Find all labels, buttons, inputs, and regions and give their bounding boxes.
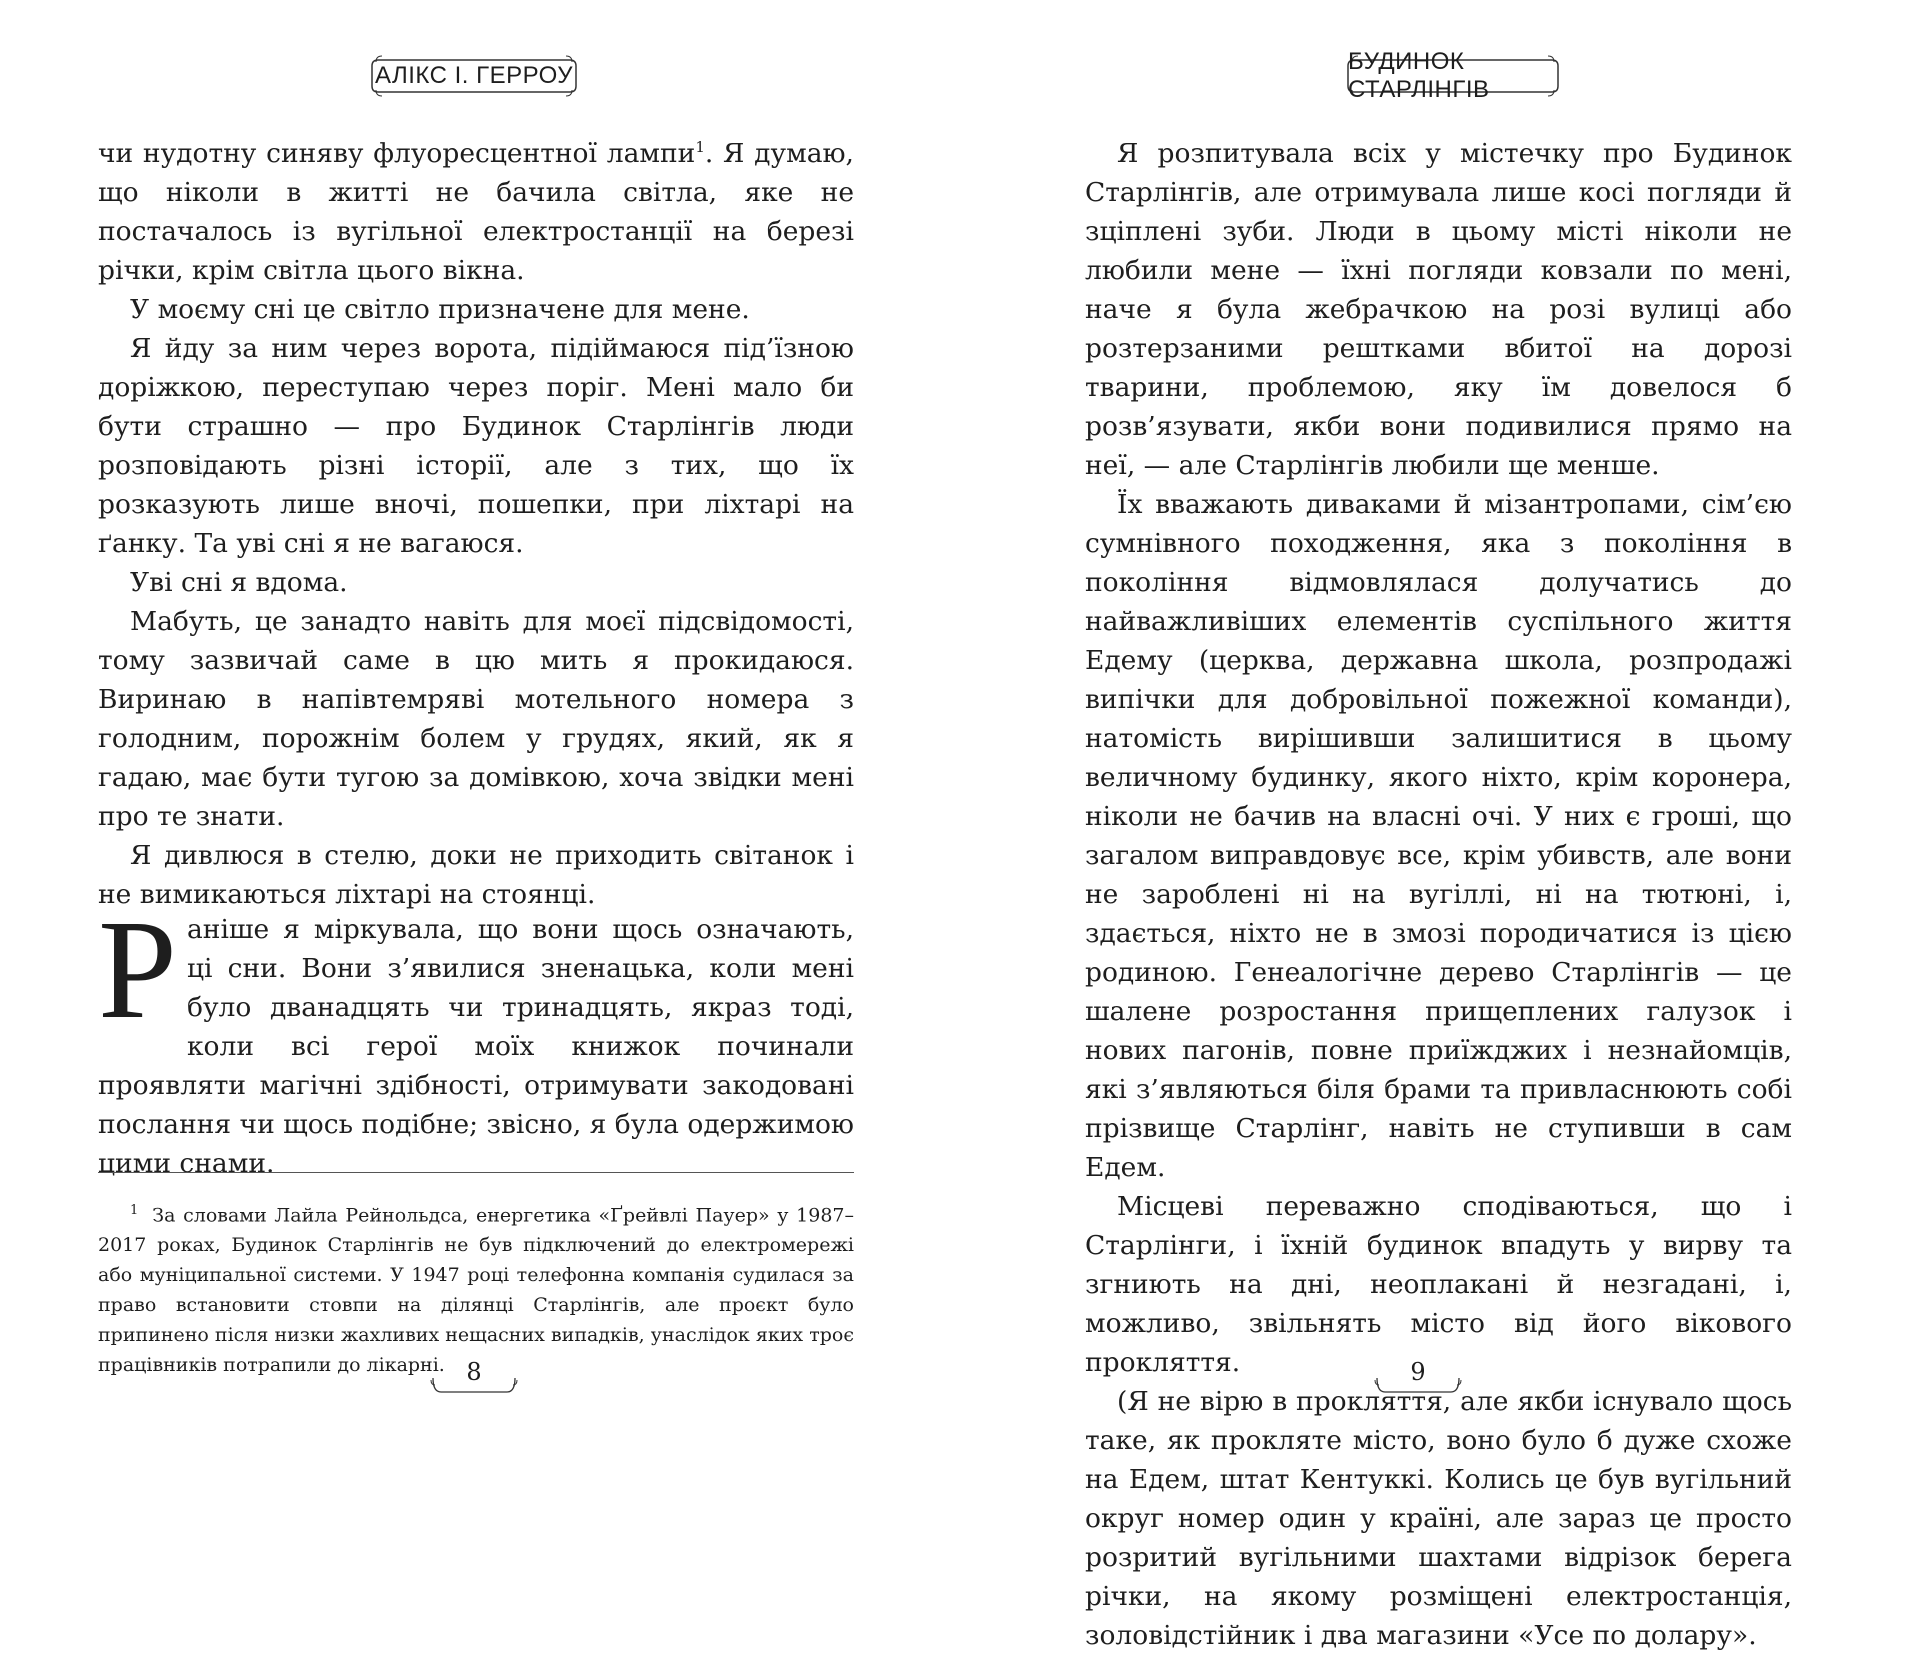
paragraph: Місцеві переважно сподіваються, що і Старлінги, і їхній будинок впадуть у вирву та згниють на дні, неоплакані й незгадані, і, можливо, звільнять місто від його вікового прокляття. [1085,1191,1792,1378]
right-page [960,0,1920,1651]
page-number-right [1373,1358,1463,1398]
header-title: БУДИНОК СТАРЛІНГІВ [1348,48,1490,103]
paragraph: Я розпитувала всіх у містечку про Будинок Старлінгів, але отримувала лише косі погляди й зціплені зуби. Люди в цьому місті ніколи не любили мене — їхні погляди ковзали по мені, наче я була жебрачкою на розі вулиці або розтерзаними рештками вбитої на дорозі тварини, проблемою, яку їм довелося б розв’язувати, якби вони подивилися прямо на неї, — але Старлінгів любили ще менше. [1085,138,1792,481]
footnote-reference: 1 [695,138,705,157]
footnote-separator [98,1172,854,1173]
paragraph: У моєму сні це світло призначене для мене. [130,294,750,325]
dropcap-paragraph-text: аніше я міркувала, що вони щось означають, ці сни. Вони з’явилися зненацька, коли мені було дванадцять чи тринадцять, якраз тоді, коли всі герої моїх книжок починали проявляти магічні здібності, отримувати закодовані послання чи щось подібне; звісно, я була одержимою цими снами. [98,914,855,1179]
paragraph: Я йду за ним через ворота, підіймаюся під’їзною доріжкою, переступаю через поріг. Мені мало би бути страшно — про Будинок Старлінгів люди розповідають різні історії, але з тих, що їх розказують лише вночі, пошепки, при ліхтарі на ґанку. Та уві сні я не вагаюся. [98,333,854,559]
header-title: АЛІКС І. ГЕРРОУ [374,62,574,89]
paragraph: Їх вважають диваками й мізантропами, сім’єю сумнівного походження, яка з покоління в покоління відмовлялася долучатись до найважливіших елементів суспільного життя Едему (церква, державна школа, розпродажі випічки для добровільної пожежної команди), натомість вирішивши залишитися в цьому величному будинку, якого ніхто, крім коронера, ніколи не бачив на власні очі. У них є гроші, що загалом виправдовує все, крім убивств, але вони не зароблені ні на вугіллі, ні на тютюні, і, здається, ніхто не в змозі породичатися із цією родиною. Генеалогічне дерево Старлінгів — це шалене розростання прищеплених галузок і нових пагонів, повне приїжджих і незнайомців, які з’являються біля брами та привласнюють собі прізвище Старлінг, навіть не ступивши в сам Едем. [1085,489,1792,1183]
running-header-right [1348,48,1558,103]
footnote-mark: 1 [130,1203,139,1218]
paragraph: Мабуть, це занадто навіть для моєї підсвідомості, тому зазвичай саме в цю мить я прокидаюся. Виринаю в напівтемряві мотельного номера з голодним, порожнім болем у грудях, який, як я гадаю, має бути тугою за домівкою, хоча звідки мені про те знати. [98,606,854,832]
page-number-left [429,1358,519,1398]
page-number: 8 [466,1358,482,1386]
running-header-left [372,54,576,98]
body-text-left [98,134,854,914]
paragraph: Уві сні я вдома. [130,567,348,598]
drop-cap: Р [98,890,177,1048]
footnote [98,1196,854,1380]
section-start-paragraph [98,890,855,1183]
body-text-right [1085,134,1792,1655]
page-number: 9 [1410,1358,1426,1386]
paragraph: Я дивлюся в стелю, доки не приходить світанок і не вимикаються ліхтарі на стоянці. [98,840,854,910]
paragraph: чи нудотну синяву флуоресцентної лампи$^1$. Я думаю, що ніколи в житті не бачила світла, яке не постачалось із вугільної електростанції на березі річки, крім світла цього вікна. [98,138,854,286]
paragraph: (Я не вірю в прокляття, але якби існувало щось таке, як прокляте місто, воно було б дуже схоже на Едем, штат Кентуккі. Колись це був вугільний округ номер один у країні, але зараз це просто розритий вугільними шахтами відрізок берега річки, на якому розміщені електростанція, золовідстійник і два магазини «Усе по долару». [1085,1386,1792,1651]
footnote-text: За словами Лайла Рейнольдса, енергетика «Ґрейвлі Пауер» у 1987–2017 роках, Будинок Старлінгів не був підключений до електромережі або муніципальної системи. У 1947 році телефонна компанія судилася за право встановити стовпи на ділянці Старлінгів, але проєкт було припинено після низки жахливих нещасних випадків, унаслідок яких троє працівників потрапили до лікарні. [98,1204,854,1377]
left-page [0,0,960,1440]
